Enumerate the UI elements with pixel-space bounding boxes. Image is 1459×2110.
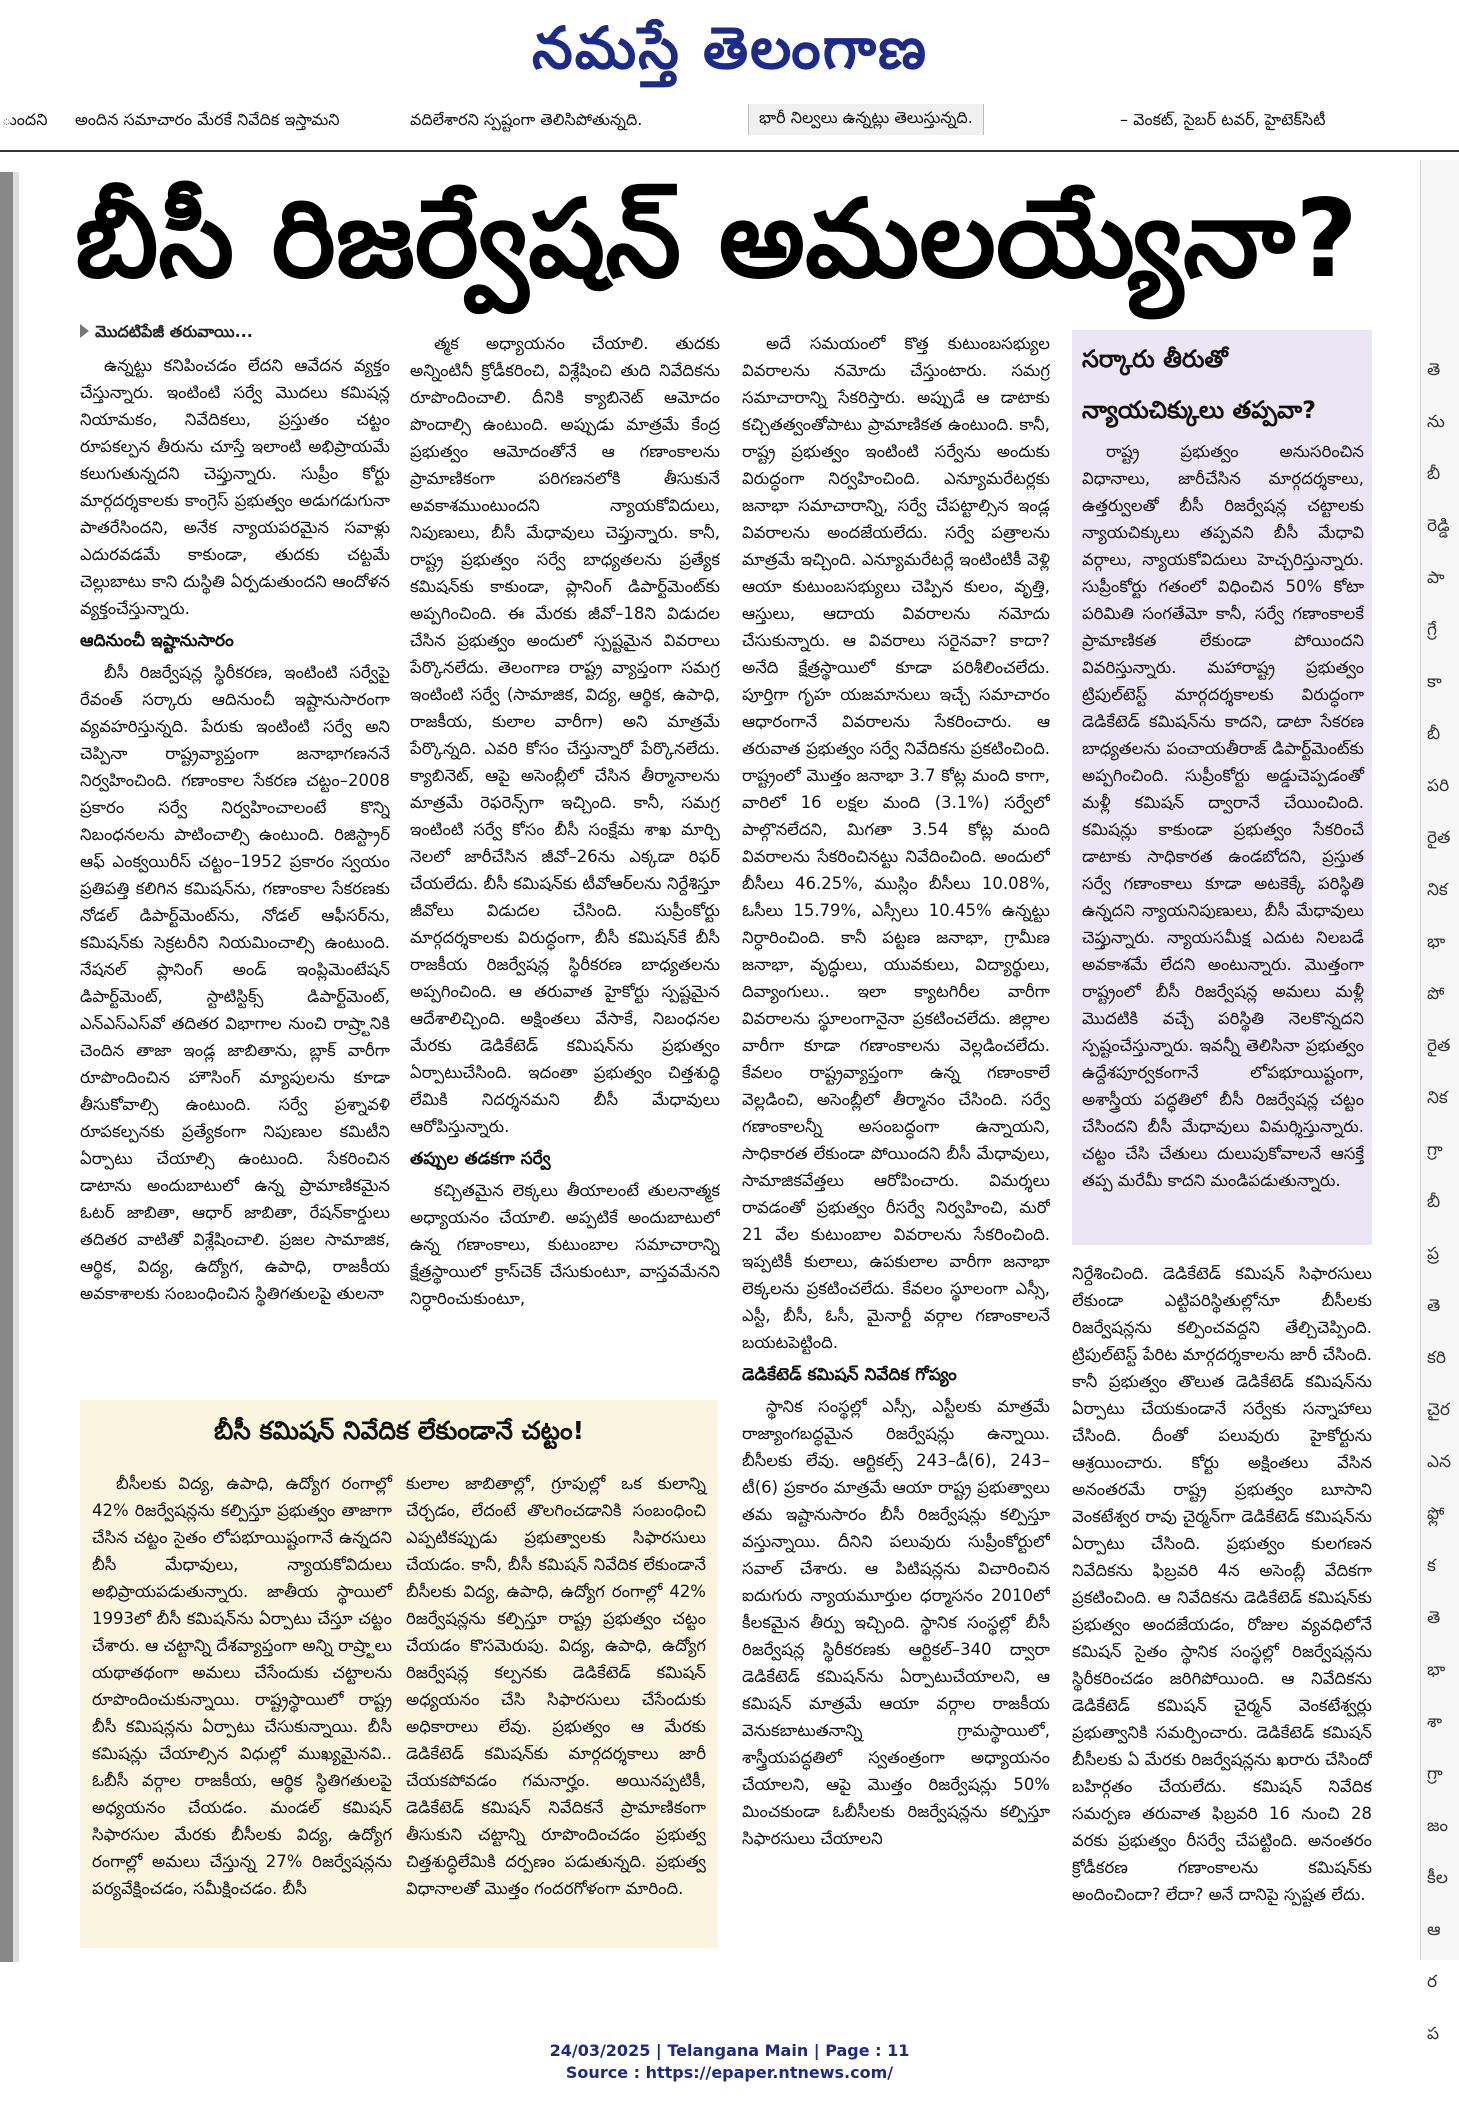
cut-text-fragment: శా xyxy=(1427,1712,1442,1732)
paragraph: ఉన్నట్టు కనిపించడం లేదని ఆవేదన వ్యక్తం చేస్తున్నారు. ఇంటింటి సర్వే మొదలు కమిషన్ల నియామకం, నివేదికలు, ప్రస్తుతం చట్టం రూపకల్పన తీరును చూస్తే ఇలాంటి అభిప్రాయమే కలుగుతున్నదని చెప్తున్నారు. సుప్రీం కోర్టు మార్గదర్శకాలకు కాంగ్రెస్ ప్రభుత్వం అడుగడుగునా పాతరేసిందని, అనేక న్యాయపరమైన సవాళ్లు ఎదురవడమే కాకుండా, తుదకు చట్టమే చెల్లుబాటు కాని దుస్థితి ఏర్పడుతుందని ఆందోళన వ్యక్తంచేస్తున్నారు. xyxy=(80,356,390,618)
left-edge-image xyxy=(0,172,13,1962)
teaser-fragment-1: ుందని xyxy=(2,110,48,129)
cut-text-fragment: తె xyxy=(1427,360,1441,380)
cut-text-fragment: కా xyxy=(1427,672,1442,692)
paragraph: బీసీ రిజర్వేషన్ల స్థిరీకరణ, ఇంటింటి సర్వేపై రేవంత్ సర్కారు ఆదినుంచీ ఇష్టానుసారంగా వ్యవహరిస్తున్నది. పేరుకు ఇంటింటి సర్వే అని చెప్పినా రాష్ట్రవ్యాప్తంగా జనాభాగణననే నిర్వహించింది. గణాంకాల సేకరణ చట్టం–2008 ప్రకారం సర్వే నిర్వహించాలంటే కొన్ని నిబంధనలను పాటించాల్సి ఉంటుంది. రిజిస్ట్రార్ ఆఫ్ ఎంక్వయిరీస్ చట్టం–1952 ప్రకారం స్వయం ప్రతిపత్తి కలిగిన కమిషన్‌ను, గణాంకాల సేకరణకు నోడల్ డిపార్ట్‌మెంట్‌ను, నోడల్ ఆఫీసర్‌ను, కమిషన్‌కు సెక్రటరీని నియమించాల్సి ఉంటుంది. నేషనల్ ప్లానింగ్ అండ్ ఇంప్లిమెంటేషన్ డిపార్ట్‌మెంట్, స్టాటిస్టిక్స్ డిపార్ట్‌మెంట్, ఎన్‌ఎస్‌ఎస్‌వో తదితర విభాగాల నుంచి రాష్ర్టానికి చెందిన తాజా ఇండ్ల జాబితాను, బ్లాక్ వారీగా రూపొందించిన హౌసింగ్ మ్యాపులను కూడా తీసుకోవాల్సి ఉంటుంది. సర్వే ప్రశ్నావళి రూపకల్పనకు ప్రత్యేకంగా నిపుణుల కమిటీని ఏర్పాటు చేయాల్సి ఉంటుంది. సేకరించిన డాటాను అందుబాటులో ఉన్న ప్రామాణికమైన ఓటర్ జాబితా, ఆధార్ జాబితా, రేషన్‌కార్డులు తదితర వాటితో విశ్లేషించాలి. ప్రజల సామాజిక, ఆర్థిక, విద్య, ఉద్యోగ, ఉపాధి, రాజకీయ అవకాశాలకు సంబంధించిన స్థితిగతులపై తులనా xyxy=(80,663,390,1303)
cut-text-fragment: బీ xyxy=(1427,1192,1441,1212)
cut-text-fragment: ను xyxy=(1427,412,1445,432)
cut-text-fragment: ర xyxy=(1427,1972,1438,1992)
paragraph: కచ్చితమైన లెక్కలు తీయాలంటే తులనాత్మక అధ్యాయనం చేయాలి. అప్పటికే అందుబాటులో ఉన్న గణాంకాలు, కుటుంబాల సమాచారాన్ని క్షేత్రస్థాయిలో క్రాస్‌చెక్ చేసుకుంటూ, వాస్తవమేనని నిర్ధారించుకుంటూ, xyxy=(410,1181,720,1308)
cut-text-fragment: పా xyxy=(1427,568,1445,588)
cut-text-fragment: ఎన xyxy=(1427,1452,1452,1472)
cut-text-fragment: తె xyxy=(1427,1608,1441,1628)
cut-text-fragment: భా xyxy=(1427,1660,1446,1680)
cut-text-fragment: చైర xyxy=(1427,1400,1451,1420)
paragraph: స్థానిక సంస్థల్లో ఎస్సీ, ఎస్టీలకు మాత్రమే రాజ్యాంగబద్ధమైన రిజర్వేషన్లు ఉన్నాయి. బీసీలకు లేవు. ఆర్టికల్స్ 243–డీ(6), 243–టీ(6) ప్రకారం మాత్రమే ఆయా రాష్ట్ర ప్రభుత్వాలు తమ ఇష్టానుసారం బీసీ రిజర్వేషన్లు కల్పిస్తూ వస్తున్నాయి. దీనిని పలువురు సుప్రీంకోర్టులో సవాల్ చేశారు. ఆ పిటిషన్లను విచారించిన ఐదుగురు న్యాయమూర్తుల ధర్మాసనం 2010లో కీలకమైన తీర్పు ఇచ్చింది. స్థానిక సంస్థల్లో బీసీ రిజర్వేషన్ల స్థిరీకరణకు ఆర్టికల్–340 ద్వారా డెడికేటెడ్ కమిషన్‌ను ఏర్పాటుచేయాలని, ఆ కమిషన్ మాత్రమే ఆయా వర్గాల రాజకీయ వెనుకబాటుతనాన్ని గ్రామస్థాయిలో, శాస్త్రీయపద్ధతిలో స్వతంత్రంగా అధ్యాయనం చేయాలని, ఆపై మొత్తం రిజర్వేషన్లు 50% మించకుండా ఓబీసీలకు రిజర్వేషన్లను కల్పిస్తూ సిఫారసులు చేయాలని xyxy=(742,1397,1050,1848)
left-edge-border xyxy=(13,172,19,1962)
edition-info: 24/03/2025 | Telangana Main | Page : 11 xyxy=(549,2041,910,2060)
subheading: తప్పుల తడకగా సర్వే xyxy=(410,1149,551,1169)
continuation-kicker xyxy=(80,322,253,345)
source-link[interactable]: Source : https://epaper.ntnews.com/ xyxy=(565,2063,894,2082)
paragraph: త్మక అధ్యాయనం చేయాలి. తుదకు అన్నింటినీ క్రోడీకరించి, విశ్లేషించి తుది నివేదికను రూపొందించాలి. దీనికి క్యాబినెట్ ఆమోదం పొందాల్సి ఉంటుంది. అప్పుడు మాత్రమే కేంద్ర ప్రభుత్వం ఆమోదంతోనే ఆ గణాంకాలను ప్రామాణికంగా పరిగణనలోకి తీసుకునే అవకాశముంటుందని న్యాయకోవిదులు, నిపుణులు, బీసీ మేధావులు చెప్తున్నారు. కానీ, రాష్ట్ర ప్రభుత్వం సర్వే బాధ్యతలను ప్రత్యేక కమిషన్‌కు కాకుండా, ప్లానింగ్ డిపార్ట్‌మెంట్‌కు అప్పగించింది. ఈ మేరకు జీవో–18ని విడుదల చేసిన ప్రభుత్వం అందులో స్పష్టమైన వివరాలు పేర్కొనలేదు. తెలంగాణ రాష్ట్ర వ్యాప్తంగా సమగ్ర ఇంటింటి సర్వే (సామాజిక, విద్య, ఆర్థిక, ఉపాధి, రాజకీయ, కులాల వారీగా) అని మాత్రమే పేర్కొన్నది. ఎవరి కోసం చేస్తున్నారో పేర్కొనలేదు. క్యాబినెట్, ఆపై అసెంబ్లీలో చేసిన తీర్మానాలను మాత్రమే రెఫరెన్స్‌గా ఇచ్చింది. కానీ, సమగ్ర ఇంటింటి సర్వే కోసం బీసీ సంక్షేమ శాఖ మార్చి నెలలో జారీచేసిన జీవో–26ను ఎక్కడా రిఫర్ చేయలేదు. బీసీ కమిషన్‌కు టీవోఆర్‌లను నిర్దేశిస్తూ జీవోలు విడుదల చేసింది. సుప్రీంకోర్టు మార్గదర్శకాలకు విరుద్ధంగా, బీసీ కమిషన్‌కే బీసీ రాజకీయ రిజర్వేషన్ల స్థిరీకరణ బాధ్యతలను అప్పగించింది. ఆ తరువాత హైకోర్టు స్పష్టమైన ఆదేశాలిచ్చింది. అక్షింతలు వేసాకే, నిబంధనల మేరకు డెడికేటెడ్ కమిషన్‌ను ప్రభుత్వం ఏర్పాటుచేసింది. ఇదంతా ప్రభుత్వం చిత్తశుద్ధి లేమికి నిదర్శనమని బీసీ మేధావులు ఆరోపిస్తున్నారు. xyxy=(410,334,720,1136)
cut-text-fragment: పో xyxy=(1427,984,1445,1004)
cut-text-fragment: భా xyxy=(1427,932,1446,952)
paragraph: బీసీలకు విద్య, ఉపాధి, ఉద్యోగ రంగాల్లో 42% రిజర్వేషన్లను కల్పిస్తూ ప్రభుత్వం తాజాగా చేసిన చట్టం సైతం లోపభూయిష్టంగానే ఉన్నదని బీసీ మేధావులు, న్యాయకోవిదులు అభిప్రాయపడుతున్నారు. జాతీయ స్థాయిలో 1993లో బీసీ కమిషన్‌ను ఏర్పాటు చేస్తూ చట్టం చేశారు. ఆ చట్టాన్ని దేశవ్యాప్తంగా అన్ని రాష్ర్టాలు యథాతథంగా అమలు చేసేందుకు చట్టాలను రూపొందించుకున్నాయి. రాష్ట్రస్థాయిలో రాష్ట్ర బీసీ కమిషన్లను ఏర్పాటు చేసుకున్నాయి. బీసీ కమిషన్లు చేయాల్సిన విధుల్లో ముఖ్యమైనవి.. ఓబీసీ వర్గాల రాజకీయ, ఆర్థిక స్థితిగతులపై అధ్యయనం చేయడం. మండల్ కమిషన్ సిఫారసుల మేరకు బీసీలకు విద్య, ఉద్యోగ రంగాల్లో అమలు చేస్తున్న 27% రిజర్వేషన్లను పర్యవేక్షించడం, సమీక్షించడం. బీసీ xyxy=(92,1474,392,1898)
cut-text-fragment: ప xyxy=(1427,2024,1440,2044)
cut-text-fragment: ప్ర xyxy=(1427,1244,1440,1264)
sidebar-box xyxy=(1072,330,1372,1245)
play-arrow-icon xyxy=(80,324,89,338)
cut-text-fragment: గ్రా xyxy=(1427,1140,1443,1160)
teaser-rule xyxy=(0,150,1459,152)
cut-text-fragment: రైత xyxy=(1427,1036,1451,1056)
cut-text-fragment: గ్రే xyxy=(1427,620,1437,640)
box-column-2 xyxy=(406,1470,706,1902)
cut-text-fragment: ఆ xyxy=(1427,1920,1441,1940)
teaser-fragment-5: – వెంకట్, సైబర్ టవర్, హైటెక్‌సిటీ xyxy=(1120,110,1326,129)
box-column-1 xyxy=(92,1470,392,1902)
subheading: డెడికేటెడ్ కమిషన్ నివేదిక గోప్యం xyxy=(742,1365,957,1385)
cut-text-fragment: రైత xyxy=(1427,828,1451,848)
teaser-fragment-2: అందిన సమాచారం మేరకే నివేదిక ఇస్తామని xyxy=(75,110,340,129)
cut-text-fragment: ఫ్లో xyxy=(1427,1504,1445,1524)
cut-text-fragment: కీల xyxy=(1427,1868,1448,1888)
cut-text-fragment: గ్రా xyxy=(1427,1764,1443,1784)
paragraph: నిర్దేశించింది. డెడికేటెడ్ కమిషన్ సిఫారసులు లేకుండా ఎట్టిపరిస్థితుల్లోనూ బీసీలకు రిజర్వేషన్లను కల్పించవద్దని తేల్చిచెప్పింది. ట్రిపుల్‌టెస్ట్ పేరిట మార్గదర్శకాలను జారీ చేసింది. కానీ ప్రభుత్వం తొలుత డెడికేటెడ్ కమిషన్‌ను ఏర్పాటు చేయకుండానే సర్వేకు సన్నాహాలు చేసింది. దీంతో పలువురు హైకోర్టును ఆశ్రయించారు. కోర్టు అక్షింతలు వేసిన అనంతరమే రాష్ట్ర ప్రభుత్వం బూసాని వెంకటేశ్వర రావు చైర్మన్‌గా డెడికేటెడ్ కమిషన్‌ను ఏర్పాటు చేసింది. ప్రభుత్వం కులగణన నివేదికను ఫిబ్రవరి 4న అసెంబ్లీ వేదికగా ప్రకటించింది. ఆ నివేదికను డెడికేటెడ్ కమిషన్‌కు ప్రభుత్వం అందజేయడం, రోజుల వ్యవధిలోనే కమిషన్ సైతం స్థానిక సంస్థల్లో రిజర్వేషన్లను స్థిరీకరించడం జరిగిపోయింది. ఆ నివేదికను డెడికేటెడ్ కమిషన్ చైర్మన్ వెంకటేశ్వర్లు ప్రభుత్వానికి సమర్పించారు. డెడికేటెడ్ కమిషన్ బీసీలకు ఏ మేరకు రిజర్వేషన్లను ఖరారు చేసిందో బహిర్గతం చేయలేదు. కమిషన్ నివేదిక సమర్పణ తరువాత ఫిబ్రవరి 16 నుంచి 28 వరకు ప్రభుత్వం రీసర్వే చేపట్టింది. అనంతరం క్రోడీకరణ గణాంకాలను కమిషన్‌కు అందించిందా? లేదా? అనే దానిపై స్పష్టత లేదు. xyxy=(1072,1264,1372,1904)
teaser-fragment-3: వదిలేశారని స్పష్టంగా తెలిసిపోతున్నది. xyxy=(410,110,643,129)
cut-text-fragment: పరి xyxy=(1427,776,1450,796)
box-title: బీసీ కమిషన్ నివేదిక లేకుండానే చట్టం! xyxy=(213,1416,585,1445)
teaser-fragment-4: భారీ నిల్వలు ఉన్నట్లు తెలుస్తున్నది. xyxy=(748,104,984,135)
article-column-4 xyxy=(1072,1260,1372,1970)
newspaper-logo: నమస్తే తెలంగాణ xyxy=(532,14,928,82)
bc-commission-box xyxy=(80,1400,718,1948)
cut-text-fragment: నిక xyxy=(1427,880,1448,900)
headline: బీసీ రిజర్వేషన్ అమలయ్యేనా? xyxy=(75,177,1358,302)
cut-text-fragment: నిక xyxy=(1427,1088,1448,1108)
cut-text-fragment: జం xyxy=(1427,1816,1449,1836)
paragraph: రాష్ట్ర ప్రభుత్వం అనుసరించిన విధానాలు, జారీచేసిన మార్గదర్శకాలు, ఉత్తర్వులతో బీసీ రిజర్వేషన్ల చట్టాలకు న్యాయచిక్కులు తప్పవని బీసీ మేధావి వర్గాలు, న్యాయకోవిదులు హెచ్చరిస్తున్నారు. సుప్రీంకోర్టు గతంలో విధించిన 50% కోటా పరిమితి సంగతేమో కానీ, సర్వే గణాంకాలకే ప్రామాణికత లేకుండా పోయిందని వివరిస్తున్నారు. మహారాష్ట్ర ప్రభుత్వం ట్రిపుల్‌టెస్ట్ మార్గదర్శకాలకు విరుద్ధంగా డెడికేటెడ్ కమిషన్‌ను కాదని, డాటా సేకరణ బాధ్యతలను పంచాయతీరాజ్ డిపార్ట్‌మెంట్‌కు అప్పగించింది. సుప్రీంకోర్టు అడ్డుచెప్పడంతో మళ్లీ కమిషన్ ద్వారానే చేయించింది. కమిషన్లు కాకుండా ప్రభుత్వం సేకరించే డాటాకు సాధికారత ఉండబోదని, ప్రస్తుత సర్వే గణాంకాలు కూడా అటకెక్కే పరిస్థితి ఉన్నదని న్యాయనిపుణులు, బీసీ మేధావులు చెప్తున్నారు. న్యాయసమీక్ష ఎదుట నిలబడే అవకాశమే లేదని అంటున్నారు. మొత్తంగా రాష్ట్రంలో బీసీ రిజర్వేషన్ల అమలు మళ్లీ మొదటికి వచ్చే పరిస్థితి నెలకొన్నదని స్పష్టంచేస్తున్నారు. ఇవన్నీ తెలిసినా ప్రభుత్వం ఉద్దేశపూర్వకంగానే లోపభూయిష్టంగా, అశాస్త్రీయ పద్ధతిలో బీసీ రిజర్వేషన్ల చట్టం చేసిందని బీసీ మేధావులు విమర్శిస్తున్నారు. చట్టం చేసి చేతులు దులుపుకోవాలనే ఆసక్తే తప్ప మరేమీ కాదని మండిపడుతున్నారు. xyxy=(1082,442,1364,1190)
sidebar-title-line-2: న్యాయచిక్కులు తప్పవా? xyxy=(1082,396,1317,424)
paragraph: కులాల జాబితాల్లో, గ్రూపుల్లో ఒక కులాన్ని చేర్చడం, లేదంటే తొలగించడానికి సంబంధించి ఎప్పటికప్పుడు ప్రభుత్వాలకు సిఫారసులు చేయడం. కానీ, బీసీ కమిషన్ నివేదిక లేకుండానే బీసీలకు విద్య, ఉపాధి, ఉద్యోగ రంగాల్లో 42% రిజర్వేషన్లను కల్పిస్తూ రాష్ట్ర ప్రభుత్వం చట్టం చేయడం కొసమెరుపు. విద్య, ఉపాధి, ఉద్యోగ రిజర్వేషన్ల కల్పనకు డెడికేటెడ్ కమిషన్ అధ్యయనం చేసి సిఫారసులు చేసేందుకు అధికారాలు లేవు. ప్రభుత్వం ఆ మేరకు డెడికేటెడ్ కమిషన్‌కు మార్గదర్శకాలు జారీ చేయకపోవడం గమనార్హం. అయినప్పటికీ, డెడికేటెడ్ కమిషన్ నివేదికనే ప్రామాణికంగా తీసుకుని చట్టాన్ని రూపొందించడం ప్రభుత్వ చిత్తశుద్ధిలేమికి దర్పణం పడుతున్నది. ప్రభుత్వ విధానాలతో మొత్తం గందరగోళంగా మారింది. xyxy=(406,1474,706,1898)
page-footer xyxy=(0,2040,1459,2084)
kicker-text: మొదటిపేజీ తరువాయి... xyxy=(95,322,253,341)
cut-text-fragment: తె xyxy=(1427,1296,1441,1316)
paragraph: అదే సమయంలో కొత్త కుటుంబసభ్యుల వివరాలను నమోదు చేస్తుంటారు. సమగ్ర సమాచారాన్ని సేకరిస్తారు. అప్పుడే ఆ డాటాకు కచ్చితత్వంతోపాటు ప్రామాణికత ఉంటుంది. కానీ, రాష్ట్ర ప్రభుత్వం ఇంటింటి సర్వేను అందుకు విరుద్ధంగా నిర్వహించింది. ఎన్యూమరేటర్లకు జనాభా సమాచారాన్ని, సర్వే చేపట్టాల్సిన ఇండ్ల వివరాలను అందజేయలేదు. సర్వే పత్రాలను మాత్రమే ఇచ్చింది. ఎన్యూమరేటర్లే ఇంటింటికీ వెళ్లి ఆయా కుటుంబసభ్యులు చెప్పిన కులం, వృత్తి, ఆస్తులు, ఆదాయ వివరాలను నమోదు చేసుకున్నారు. ఆ వివరాలు సరైనవా? కాదా? అనేది క్షేత్రస్థాయిలో కూడా పరిశీలించలేదు. పూర్తిగా గృహ యజమానులు ఇచ్చే సమాచారం ఆధారంగానే వివరాలను సేకరించారు. ఆ తరువాత ప్రభుత్వం సర్వే నివేదికను ప్రకటించింది. రాష్ట్రంలో మొత్తం జనాభా 3.7 కోట్ల మంది కాగా, వారిలో 16 లక్షల మంది (3.1%) సర్వేలో పాల్గొనలేదని, మిగతా 3.54 కోట్ల మంది వివరాలను సేకరించినట్టు నివేదించింది. అందులో బీసీలు 46.25%, ముస్లిం బీసీలు 10.08%, ఓసీలు 15.79%, ఎస్సీలు 10.45% ఉన్నట్టు నిర్ధారించింది. కానీ పట్టణ జనాభా, గ్రామీణ జనాభా, వృద్ధులు, యువకులు, విద్యార్థులు, దివ్యాంగులు.. ఇలా క్యాటగిరీల వారీగా వివరాలను స్థూలంగానైనా ప్రకటించలేదు. జిల్లాల వారీగా కూడా గణాంకాలను వెల్లడించలేదు. కేవలం రాష్ట్రవ్యాప్తంగా ఉన్న గణాంకాలే వెల్లడించి, అసెంబ్లీలో తీర్మానం చేసింది. సర్వే గణాంకాలన్నీ అసంబద్ధంగా ఉన్నాయని, సాధికారత లేకుండా పోయిందని బీసీ మేధావులు, సామాజికవేత్తలు ఆరోపించారు. విమర్శలు రావడంతో ప్రభుత్వం రీసర్వే నిర్వహించి, మరో 21 వేల కుటుంబాల వివరాలను సేకరించింది. ఇప్పటికీ కులాలు, ఉపకులాల వారీగా జనాభా లెక్కలను ప్రకటించలేదు. కేవలం స్థూలంగా ఎస్సీ, ఎస్టీ, బీసీ, ఓసీ, మైనార్టీ వర్గాల గణాంకాలనే బయటపెట్టింది. xyxy=(742,334,1050,1352)
article-column-3 xyxy=(742,330,1050,1970)
article-column-1 xyxy=(80,352,390,1392)
sidebar-body xyxy=(1082,438,1364,1194)
teaser-strip xyxy=(0,100,1459,152)
cut-text-fragment: క xyxy=(1427,1556,1436,1576)
cut-text-fragment: బీ xyxy=(1427,724,1441,744)
masthead xyxy=(0,0,1459,100)
sidebar-title-line-1: సర్కారు తీరుతో xyxy=(1082,345,1228,373)
cut-text-fragment: రెడ్డి xyxy=(1427,516,1450,536)
cut-text-fragment: బీ xyxy=(1427,464,1441,484)
right-edge-column xyxy=(1420,160,1459,2044)
article-column-2 xyxy=(410,330,720,1392)
subheading: ఆదినుంచీ ఇష్టానుసారం xyxy=(80,631,234,651)
cut-text-fragment: కరి xyxy=(1427,1348,1446,1368)
